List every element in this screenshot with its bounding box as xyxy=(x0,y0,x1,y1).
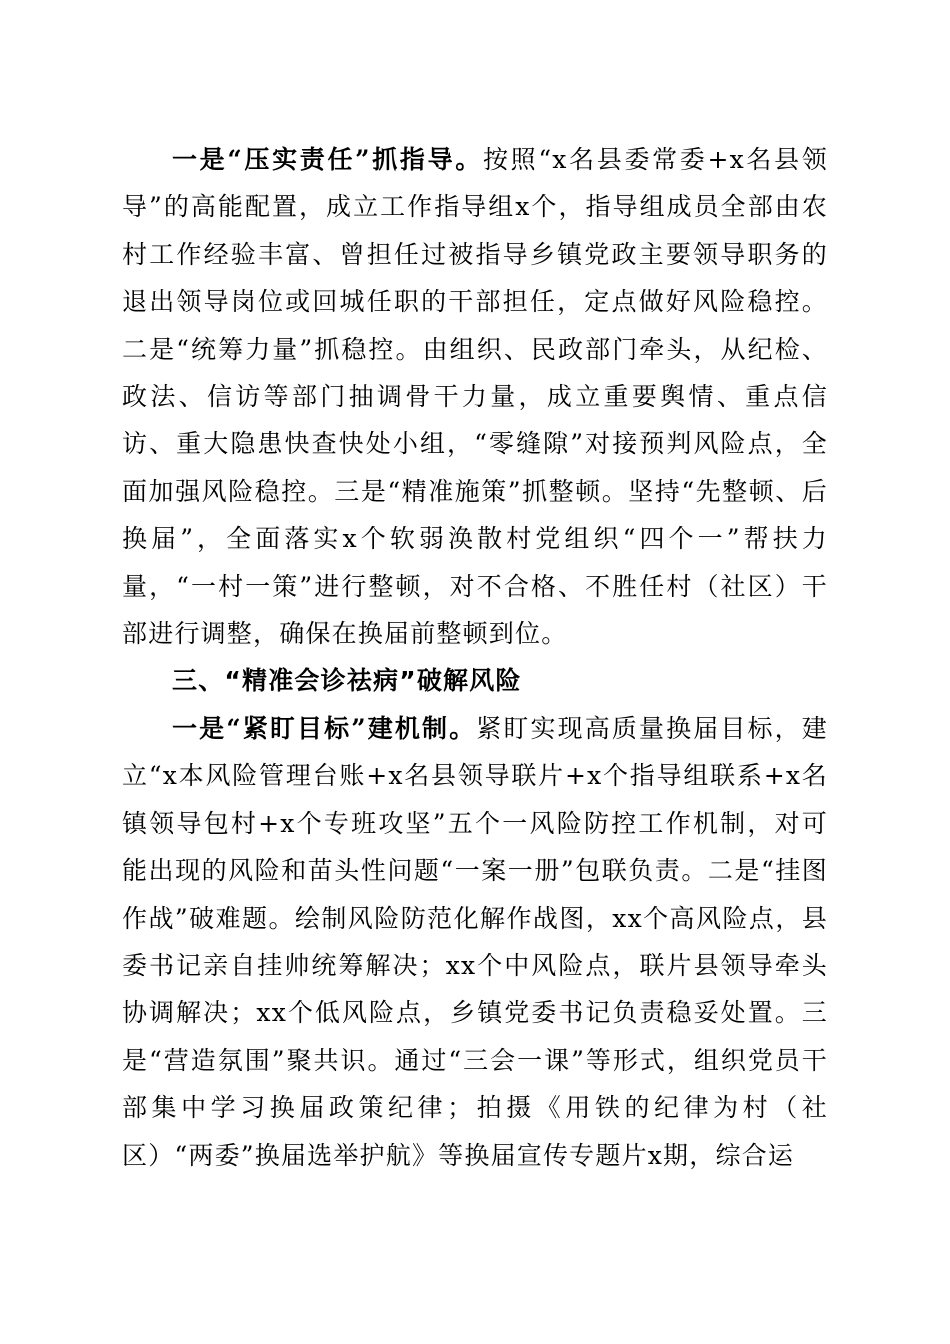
paragraph-1-text: 按照“x名县委常委+x名县领导”的高能配置，成立工作指导组x个，指导组成员全部由农村工作经验丰富、曾担任过被指导乡镇党政主要领导职务的退出领导岗位或回城任职的干部担任，定点做好风险稳控。二是“统筹力量”抓稳控。由组织、民政部门牵头，从纪检、政法、信访等部门抽调骨干力量，成立重要舆情、重点信访、重大隐患快查快处小组，“零缝隙”对接预判风险点，全面加强风险稳控。三是“精准施策”抓整顿。坚持“先整顿、后换届”，全面落实x个软弱涣散村党组织“四个一”帮扶力量，“一村一策”进行整顿，对不合格、不胜任村（社区）干部进行调整，确保在换届前整顿到位。 xyxy=(122,145,828,649)
paragraph-1 xyxy=(122,136,828,657)
section-heading-3: 三、“精准会诊祛病”破解风险 xyxy=(172,666,522,696)
paragraph-2-lead: 一是“紧盯目标”建机制。 xyxy=(172,713,477,743)
paragraph-2 xyxy=(122,705,828,1179)
paragraph-2-text: 紧盯实现高质量换届目标，建立“x本风险管理台账+x名县领导联片+x个指导组联系+x名镇领导包村+x个专班攻坚”五个一风险防控工作机制，对可能出现的风险和苗头性问题“一案一册”包联负责。二是“挂图作战”破难题。绘制风险防范化解作战图，xx个高风险点，县委书记亲自挂帅统筹解决；xx个中风险点，联片县领导牵头协调解决；xx个低风险点，乡镇党委书记负责稳妥处置。三是“营造氛围”聚共识。通过“三会一课”等形式，组织党员干部集中学习换届政策纪律；拍摄《用铁的纪律为村（社区）“两委”换届选举护航》等换届宣传专题片x期，综合运 xyxy=(122,713,828,1170)
paragraph-1-lead: 一是“压实责任”抓指导。 xyxy=(172,145,483,174)
document-body xyxy=(122,136,828,1179)
